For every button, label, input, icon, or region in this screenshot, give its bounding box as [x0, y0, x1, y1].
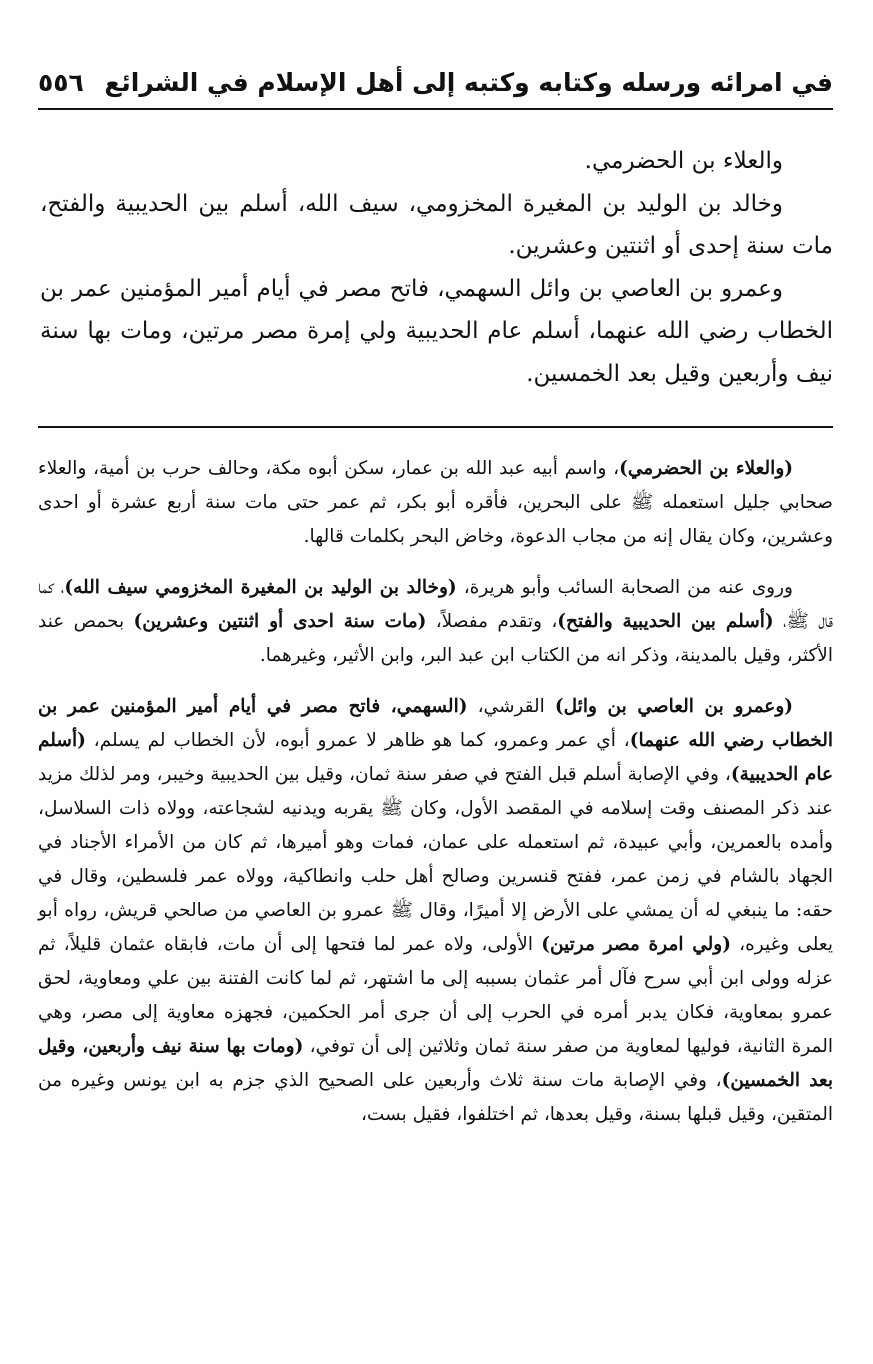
main-paragraph: وعمرو بن العاصي بن وائل السهمي، فاتح مصر في أيام أمير المؤمنين عمر بن الخطاب رضي الله عنهما، أسلم عام الحديبية ولي إمرة مصر مرتين، ومات بها سنة نيف وأربعين وقيل بعد الخمسين.	[40, 275, 833, 387]
commentary-paragraph	[38, 452, 833, 554]
commentary-paragraph	[38, 690, 833, 1132]
quoted-text: (أسلم بين الحديبية والفتح)	[557, 611, 774, 632]
header-divider	[38, 108, 833, 110]
main-paragraph: وخالد بن الوليد بن المغيرة المخزومي، سيف الله، أسلم بين الحديبية والفتح، مات سنة إحدى أو اثنتين وعشرين.	[40, 190, 833, 259]
commentary-text: بحمص عند الأكثر، وقيل بالمدينة، وذكر انه من الكتاب ابن عبد البر، وابن الأثير، وغيرهما.	[38, 611, 833, 666]
commentary-text: القرشي،	[467, 696, 555, 717]
quoted-text: (وعمرو بن العاصي بن وائل)	[554, 696, 794, 717]
commentary-text: الأولى، ولاه عمر لما فتحها إلى أن مات، فابقاه عثمان قليلاً، ثم عزله وولى ابن أبي سرح فآل أمر عثمان بسببه إلى ما اشتهر، ثم لما كانت الفتنة بين علي ومعاوية، لحق عمرو بمعاوية، فكان يدبر أمره في الحرب إلى أن جرى أمر الحكمين، فجهزه معاوية إلى مصر، وهي المرة الثانية، فوليها لمعاوية من صفر سنة ثمان وثلاثين إلى أن توفي،	[38, 934, 833, 1057]
running-header	[38, 66, 833, 110]
main-paragraph: والعلاء بن الحضرمي.	[584, 148, 783, 174]
quoted-text: (وخالد بن الوليد بن المغيرة المخزومي سيف الله)	[64, 577, 457, 598]
commentary-text: ، وتقدم مفصلاً،	[426, 611, 558, 632]
quoted-text: (أسلم عام الحديبية)	[38, 730, 833, 785]
commentary-paragraph	[38, 571, 833, 673]
commentary-text: وروى عنه من الصحابة السائب وأبو هريرة،	[456, 577, 793, 598]
main-text	[40, 140, 833, 395]
quoted-text: (السهمي، فاتح مصر في أيام أمير المؤمنين عمر بن الخطاب رضي الله عنهما)	[38, 696, 833, 751]
commentary-text: ، كما قال ﷺ،	[38, 577, 833, 632]
commentary	[38, 452, 833, 1149]
quoted-text: (والعلاء بن الحضرمي)	[619, 458, 794, 479]
commentary-text: ، وفي الإصابة أسلم قبل الفتح في صفر سنة ثمان، وقيل بين الحديبية وخيبر، ومر لذلك مزيد عند ذكر المصنف وقت إسلامه في المقصد الأول، وكان ﷺ يقربه ويدنيه لشجاعته، وولاه ذات السلاسل، وأمده بالعمرين، وأبي عبيدة، ثم استعمله على عمان، فمات وهو أميرها، ثم كان من الأمراء الأجناد في الجهاد بالشام في زمن عمر، ففتح قنسرين وصالح أهل حلب وانطاكية، وولاه عمر فلسطين، وقال في حقه: ما ينبغي له أن يمشي على الأرض إلا أميرًا، وقال ﷺ عمرو بن العاصي من صالحي قريش، رواه أبو يعلى وغيره،	[38, 764, 833, 955]
quoted-text: (ومات بها سنة نيف وأربعين، وقيل بعد الخمسين)	[38, 1036, 833, 1091]
quoted-text: (ولي امرة مصر مرتين)	[541, 934, 731, 955]
commentary-text: ، أي عمر وعمرو، كما هو ظاهر لا عمرو أبوه، لأن الخطاب لم يسلم،	[85, 730, 630, 751]
commentary-text: ، واسم أبيه عبد الله بن عمار، سكن أبوه مكة، وحالف حرب بن أمية، والعلاء صحابي جليل استعمله ﷺ على البحرين، فأقره أبو بكر، ثم عمر حتى مات سنة أربع عشرة أو احدى وعشرين، وكان يقال إنه من مجاب الدعوة، وخاض البحر بكلمات قالها.	[38, 458, 833, 547]
commentary-text: ، وفي الإصابة مات سنة ثلاث وأربعين على الصحيح الذي جزم به ابن يونس وغيره من المتقين، وقيل قبلها بسنة، وقيل بعدها، ثم اختلفوا، فقيل بست،	[38, 1070, 833, 1125]
chapter-title: في امرائه ورسله وكتابه وكتبه إلى أهل الإسلام في الشرائع	[104, 68, 833, 97]
page-number: ٥٥٦	[38, 68, 84, 97]
commentary-divider	[38, 426, 833, 428]
quoted-text: (مات سنة احدى أو اثنتين وعشرين)	[133, 611, 427, 632]
